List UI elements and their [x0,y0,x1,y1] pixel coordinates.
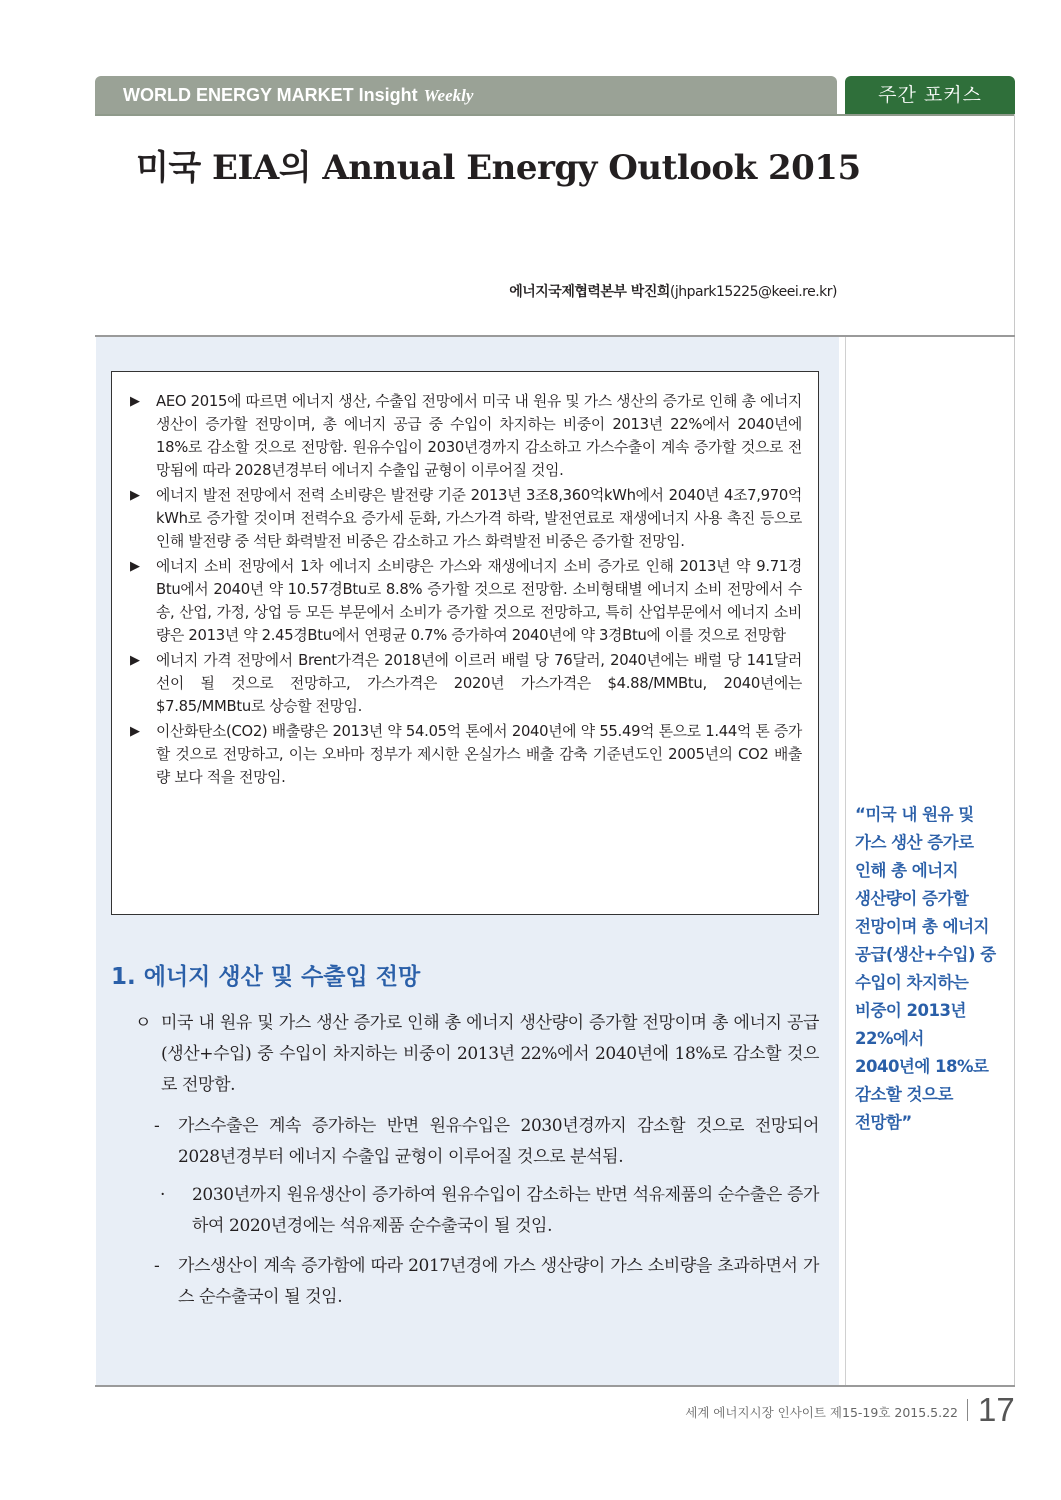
pull-quote-line: 22%에서 [855,1029,924,1048]
section-sub-paragraph [154,1251,819,1313]
pull-quote-line: 생산량이 증가할 [855,889,969,908]
dash-bullet-icon: - [154,1116,160,1136]
pull-quote-line: 감소할 것으로 [855,1085,953,1104]
series-title-main: WORLD ENERGY MARKET Insight [123,85,418,105]
right-page-rule [1014,114,1015,1386]
header-divider [95,114,1015,116]
author-email[interactable]: (jhpark15225@keei.re.kr) [669,284,837,300]
summary-item-text: 에너지 가격 전망에서 Brent가격은 2018년에 이르러 배럴 당 76달러, 2040년에는 배럴 당 141달러 선이 될 것으로 전망하고, 가스가격은 2020년 가스가격은 $4.88/MMBtu, 2040년에는 $7.85/MMBtu로 상승할 전망임. [156,652,802,715]
bullet-triangle-icon: ▶ [130,724,140,739]
pull-quote-line: 공급(생산+수입) 중 [855,945,996,964]
summary-item [130,390,802,482]
pull-quote-line: 수입이 차지하는 [855,973,969,992]
paragraph-text: 미국 내 원유 및 가스 생산 증가로 인해 총 에너지 생산량이 증가할 전망이며 총 에너지 공급(생산+수입) 중 수입이 차지하는 비중이 2013년 22%에서 2040년에 18%로 감소할 것으로 전망함. [161,1013,819,1095]
pull-quote-line: 전망함” [855,1113,912,1132]
summary-item-text: 에너지 발전 전망에서 전력 소비량은 발전량 기준 2013년 3조8,360억kWh에서 2040년 4조7,970억kWh로 증가할 것이며 전력수요 증가세 둔화, 가스가격 하락, 발전연료로 재생에너지 사용 촉진 등으로 인해 발전량 중 석탄 화력발전 비중은 감소하고 가스 화력발전 비중은 증가할 전망임. [156,487,802,550]
author-department: 에너지국제협력본부 박진희 [509,284,670,300]
summary-item-text: 에너지 소비 전망에서 1차 에너지 소비량은 가스와 재생에너지 소비 증가로 인해 2013년 약 9.71경Btu에서 2040년 약 10.57경Btu로 8.8% 증가할 것으로 전망함. 소비형태별 에너지 소비 전망에서 수송, 산업, 가정, 상업 등 모든 부문에서 소비가 증가할 것으로 전망하고, 특히 산업부문에서 에너지 소비량은 2013년 약 2.45경Btu에서 연평균 0.7% 증가하여 2040년에 약 3경Btu에 이를 것으로 전망함 [156,558,802,644]
pull-quote-line: 전망이며 총 에너지 [855,917,990,936]
series-title-weekly: Weekly [423,86,474,105]
summary-item [130,555,802,647]
bullet-triangle-icon: ▶ [130,559,140,574]
bullet-triangle-icon: ▶ [130,394,140,409]
footer-separator [967,1399,968,1421]
article-title: 미국 EIA의 Annual Energy Outlook 2015 [136,148,861,188]
publication-info: 세계 에너지시장 인사이트 제15-19호 2015.5.22 [685,1405,958,1420]
summary-item [130,720,802,789]
pull-quote-line: 비중이 2013년 [855,1001,966,1020]
sidebar-rule [845,337,846,1385]
circle-bullet-icon: ㅇ [135,1013,152,1033]
paragraph-text: 2030년까지 원유생산이 증가하여 원유수입이 감소하는 반면 석유제품의 순수출은 증가하여 2020년경에는 석유제품 순수출국이 될 것임. [192,1185,819,1236]
pull-quote-line: 인해 총 에너지 [855,861,959,880]
focus-tab[interactable]: 주간 포커스 [845,76,1015,114]
series-header-bar [95,76,837,114]
summary-item-text: AEO 2015에 따르면 에너지 생산, 수출입 전망에서 미국 내 원유 및 가스 생산의 증가로 인해 총 에너지 생산이 증가할 전망이며, 총 에너지 공급 중 수입이 차지하는 비중이 2013년 22%에서 2040년에 18%로 감소할 것으로 전망함. 원유수입이 2030년경까지 감소하고 가스수출이 계속 증가할 것으로 전망됨에 따라 2028년경부터 에너지 수출입 균형이 이루어질 것임. [156,393,802,479]
author-line [509,281,837,301]
section-heading: 1. 에너지 생산 및 수출입 전망 [111,964,421,990]
series-title [123,85,473,106]
section-sub-paragraph [154,1111,819,1173]
footer-divider [95,1385,1015,1387]
page-number: 17 [978,1391,1015,1428]
summary-item [130,649,802,718]
dot-bullet-icon: · [160,1185,166,1205]
paragraph-text: 가스생산이 계속 증가함에 따라 2017년경에 가스 생산량이 가스 소비량을 초과하면서 가스 순수출국이 될 것임. [178,1256,819,1307]
pull-quote-line: “미국 내 원유 및 [855,805,974,824]
dash-bullet-icon: - [154,1256,160,1276]
pull-quote-line: 2040년에 18%로 [855,1057,989,1076]
summary-item-text: 이산화탄소(CO2) 배출량은 2013년 약 54.05억 톤에서 2040년에 약 55.49억 톤으로 1.44억 톤 증가할 것으로 전망하고, 이는 오바마 정부가 제시한 온실가스 배출 감축 기준년도인 2005년의 CO2 배출량 보다 적을 전망임. [156,723,802,786]
bullet-triangle-icon: ▶ [130,488,140,503]
section-paragraph-main [135,1008,819,1101]
bullet-triangle-icon: ▶ [130,653,140,668]
summary-box [111,371,819,915]
paragraph-text: 가스수출은 계속 증가하는 반면 원유수입은 2030년경까지 감소할 것으로 전망되어 2028년경부터 에너지 수출입 균형이 이루어질 것으로 분석됨. [178,1116,819,1167]
pull-quote [855,801,1010,1137]
section-detail-paragraph [160,1180,819,1242]
pull-quote-line: 가스 생산 증가로 [855,833,974,852]
summary-item [130,484,802,553]
